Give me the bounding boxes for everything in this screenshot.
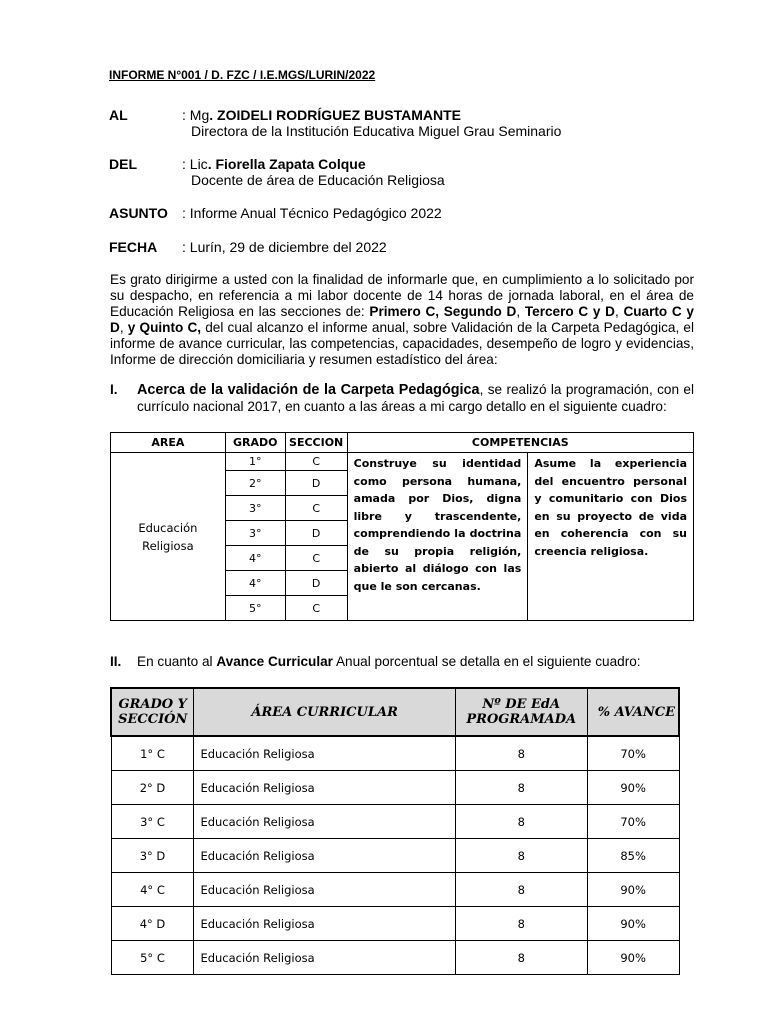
table-row [111,453,694,471]
intro-bold: Cuarto C y D [110,304,694,335]
eda-cell: 8 [455,941,587,975]
area-cell: Educación Religiosa [111,453,226,621]
avance-cell: 90% [587,941,679,975]
seccion-cell: D [285,521,347,546]
al-prefix: : Mg [182,107,210,123]
header-grado-seccion: GRADO Y SECCIÓN [111,688,194,736]
seccion-cell: C [285,496,347,521]
eda-cell: 8 [455,736,587,771]
header-avance: % AVANCE [587,688,679,736]
seccion-cell: C [285,596,347,621]
eda-cell: 8 [455,771,587,805]
area-cell: Educación Religiosa [194,771,455,805]
table-row [111,941,679,975]
header-seccion: SECCION [285,433,347,453]
grado-cell: 5° C [111,941,194,975]
eda-cell: 8 [455,907,587,941]
table-row [111,805,679,839]
seccion-cell: C [285,546,347,571]
section-2 [110,654,641,669]
area-cell: Educación Religiosa [194,873,455,907]
fecha-value: : Lurín, 29 de diciembre del 2022 [182,239,387,255]
section-2-number: II. [110,654,122,669]
intro-bold: y Quinto C, [127,320,202,335]
avance-cell: 90% [587,907,679,941]
table-header-row [111,433,694,453]
section-2-bold: Avance Curricular [216,654,333,669]
eda-cell: 8 [455,839,587,873]
asunto-label: ASUNTO [109,205,168,221]
del-name: . Fiorella Zapata Colque [207,156,366,172]
al-name: . ZOIDELI RODRÍGUEZ BUSTAMANTE [209,107,461,123]
grado-cell: 3° [225,496,285,521]
seccion-cell: D [285,571,347,596]
intro-text: , [516,304,525,319]
table-row [111,839,679,873]
area-cell: Educación Religiosa [194,839,455,873]
intro-text: Es grato dirigirme a usted con la finalidad de informarle que, en cumplimiento a lo solicitado por su despacho, en referencia a mi labor docente de 14 horas de jornada laboral, en el área de Educación Religiosa en las secciones de: [110,272,694,319]
table-header-row [111,688,679,736]
eda-cell: 8 [455,873,587,907]
table-row [111,873,679,907]
table-row [111,736,679,771]
avance-cell: 70% [587,805,679,839]
section-1-text: , se realizó la programación, con el currículo nacional 2017, en cuanto a las áreas a mi cargo detallo en el siguiente cuadro: [137,382,694,414]
asunto-value: : Informe Anual Técnico Pedagógico 2022 [182,205,442,221]
section-2-text: En cuanto al [137,654,217,669]
section-1-number: I. [110,382,118,397]
del-role: Docente de área de Educación Religiosa [191,172,445,188]
header-eda: Nº DE EdA PROGRAMADA [455,688,587,736]
header-grado: GRADO [225,433,285,453]
grado-cell: 3° C [111,805,194,839]
document-title: INFORME N°001 / D. FZC / I.E.MGS/LURIN/2022 [109,68,376,82]
section-1 [110,382,694,415]
avance-cell: 90% [587,771,679,805]
grado-cell: 2° [225,471,285,496]
avance-cell: 90% [587,873,679,907]
al-recipient [182,107,461,123]
grado-cell: 5° [225,596,285,621]
del-sender [182,156,366,172]
grado-cell: 4° [225,571,285,596]
al-role: Directora de la Institución Educativa Miguel Grau Seminario [191,123,562,139]
intro-paragraph [110,272,694,368]
table-row [111,771,679,805]
competencias-table [110,432,694,621]
seccion-cell: C [285,453,347,471]
eda-cell: 8 [455,805,587,839]
competencia-2: Asume la experiencia del encuentro personal y comunitario con Dios en su proyecto de vida en coherencia con su creencia religiosa. [528,453,694,621]
grado-cell: 1° C [111,736,194,771]
grado-cell: 4° [225,546,285,571]
table-row [111,907,679,941]
avance-table [110,687,680,975]
seccion-cell: D [285,471,347,496]
fecha-label: FECHA [109,239,158,255]
grado-cell: 3° D [111,839,194,873]
del-label: DEL [109,156,137,172]
intro-bold: Primero C, Segundo D [369,304,517,319]
header-competencias: COMPETENCIAS [347,433,693,453]
del-prefix: : Lic [182,156,208,172]
intro-text: , [614,304,624,319]
header-area-curricular: ÁREA CURRICULAR [194,688,455,736]
grado-cell: 4° D [111,907,194,941]
area-cell: Educación Religiosa [194,941,455,975]
al-label: AL [109,107,128,123]
area-cell: Educación Religiosa [194,736,455,771]
intro-text: del cual alcanzo el informe anual, sobre Validación de la Carpeta Pedagógica, el informe de avance curricular, las competencias, capacidades, desempeño de logro y evidencias, Informe de dirección domiciliaria y resumen estadístico del área: [110,320,695,367]
section-1-lead: Acerca de la validación de la Carpeta Pedagógica [137,382,480,398]
grado-cell: 1° [225,453,285,471]
header-area: AREA [111,433,226,453]
avance-cell: 70% [587,736,679,771]
area-cell: Educación Religiosa [194,907,455,941]
area-cell: Educación Religiosa [194,805,455,839]
grado-cell: 3° [225,521,285,546]
grado-cell: 2° D [111,771,194,805]
intro-bold: Tercero C y D [524,304,615,319]
avance-cell: 85% [587,839,679,873]
section-2-text: Anual porcentual se detalla en el siguiente cuadro: [332,654,641,669]
grado-cell: 4° C [111,873,194,907]
intro-text: , [119,320,128,335]
competencia-1: Construye su identidad como persona humana, amada por Dios, digna libre y trascendente, comprendiendo la doctrina de su propia religión, abierto al diálogo con las que le son cercanas. [347,453,528,621]
